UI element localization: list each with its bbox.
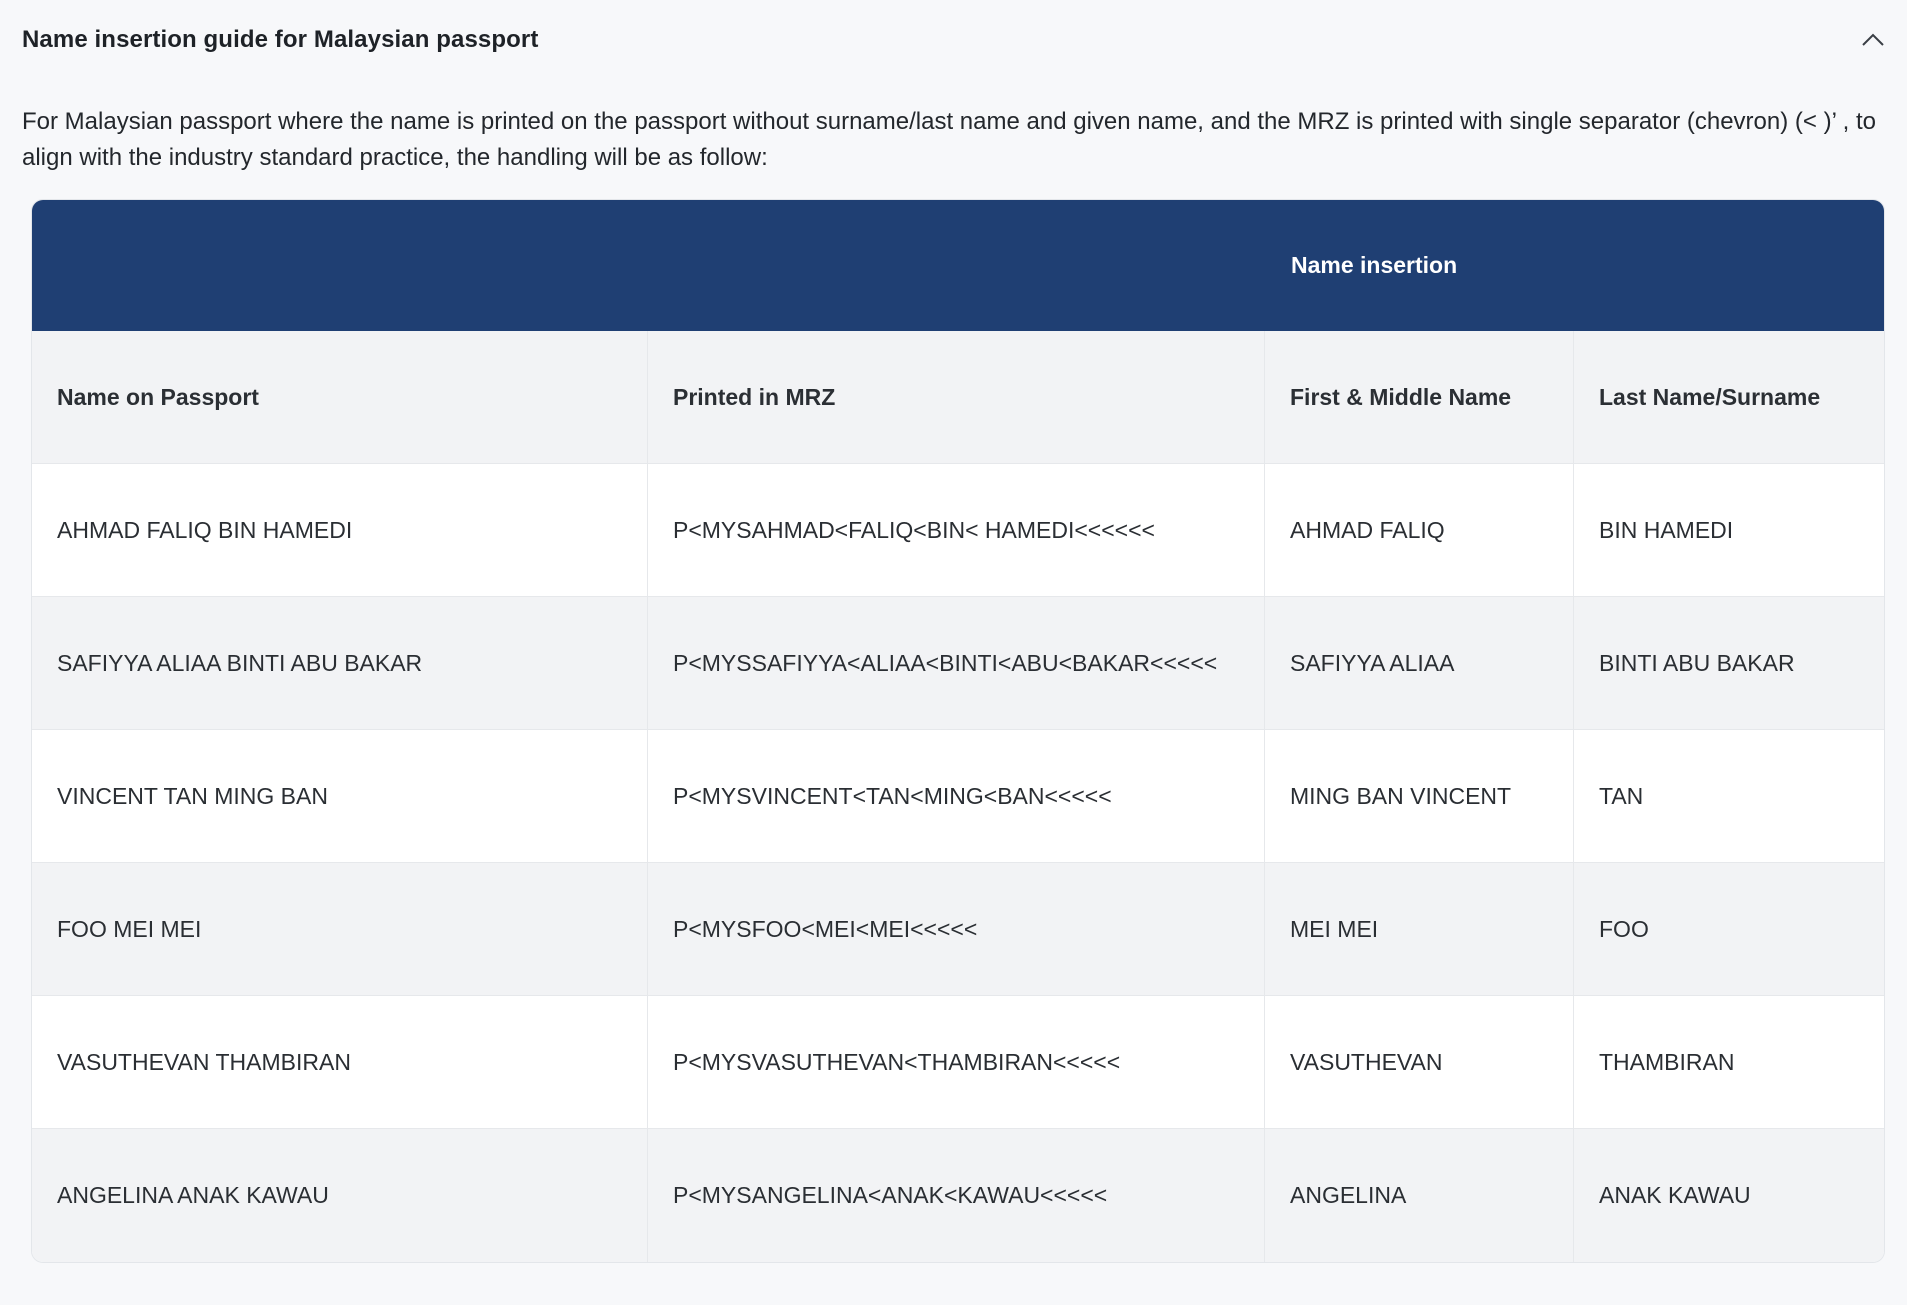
- table-row: [32, 1129, 1884, 1262]
- group-header-label: Name insertion: [1291, 252, 1458, 278]
- cell-first-middle-name: ANGELINA: [1265, 1129, 1574, 1262]
- cell-first-middle-name: SAFIYYA ALIAA: [1265, 597, 1574, 730]
- cell-name-on-passport: SAFIYYA ALIAA BINTI ABU BAKAR: [32, 597, 648, 730]
- chevron-up-icon[interactable]: [1861, 28, 1885, 52]
- cell-last-name: FOO: [1574, 863, 1884, 996]
- cell-name-on-passport: FOO MEI MEI: [32, 863, 648, 996]
- cell-last-name: ANAK KAWAU: [1599, 1182, 1751, 1208]
- cell-printed-in-mrz: P<MYSVASUTHEVAN<THAMBIRAN<<<<<: [648, 996, 1265, 1129]
- table-row: [32, 996, 1884, 1129]
- cell-name-on-passport: ANGELINA ANAK KAWAU: [32, 1129, 648, 1262]
- cell-first-middle-name: MEI MEI: [1265, 863, 1574, 996]
- cell-name-on-passport: AHMAD FALIQ BIN HAMEDI: [32, 464, 648, 597]
- table-header-row: [32, 331, 1884, 464]
- cell-last-name: TAN: [1574, 730, 1884, 863]
- cell-printed-in-mrz: P<MYSFOO<MEI<MEI<<<<<: [648, 863, 1265, 996]
- cell-last-name: BIN HAMEDI: [1574, 464, 1884, 597]
- accordion-header[interactable]: [22, 20, 1885, 60]
- table-row: [32, 597, 1884, 730]
- table-row: [32, 464, 1884, 597]
- intro-text: For Malaysian passport where the name is printed on the passport without surname/last name and given name, and the MRZ is printed with single separator (chevron) (< )’ , to align with the industry standard practice, the handling will be as follow:: [22, 108, 1877, 171]
- cell-name-on-passport: VASUTHEVAN THAMBIRAN: [32, 996, 648, 1129]
- table-row: [32, 730, 1884, 863]
- accordion-title: Name insertion guide for Malaysian passport: [22, 26, 539, 53]
- cell-name-on-passport: VINCENT TAN MING BAN: [32, 730, 648, 863]
- table-group-header: [32, 200, 1884, 331]
- cell-first-middle-name: AHMAD FALIQ: [1265, 464, 1574, 597]
- cell-printed-in-mrz: P<MYSAHMAD<FALIQ<BIN< HAMEDI<<<<<<: [648, 464, 1265, 597]
- column-header-printed-in-mrz: Printed in MRZ: [648, 331, 1265, 464]
- cell-printed-in-mrz: P<MYSSAFIYYA<ALIAA<BINTI<ABU<BAKAR<<<<<: [648, 597, 1265, 730]
- name-insertion-table: [31, 199, 1885, 1263]
- column-header-name-on-passport: Name on Passport: [32, 331, 648, 464]
- cell-first-middle-name: MING BAN VINCENT: [1265, 730, 1574, 863]
- cell-printed-in-mrz: P<MYSVINCENT<TAN<MING<BAN<<<<<: [648, 730, 1265, 863]
- column-header-first-middle-name: First & Middle Name: [1265, 331, 1574, 464]
- cell-printed-in-mrz: P<MYSANGELINA<ANAK<KAWAU<<<<<: [648, 1129, 1265, 1262]
- cell-last-name: THAMBIRAN: [1574, 996, 1884, 1129]
- cell-first-middle-name: VASUTHEVAN: [1265, 996, 1574, 1129]
- cell-last-name: BINTI ABU BAKAR: [1574, 597, 1884, 730]
- table-row: [32, 863, 1884, 996]
- column-header-last-name: Last Name/Surname: [1574, 331, 1884, 464]
